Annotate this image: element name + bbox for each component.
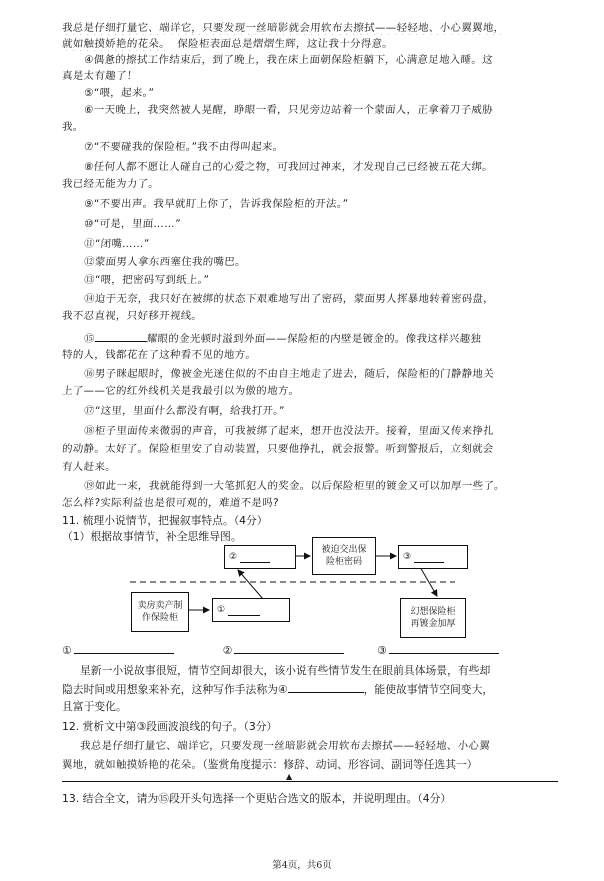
answer-blank[interactable] xyxy=(228,605,260,616)
story-line: 有人赶来。 xyxy=(61,461,117,473)
question-text: ，能使故事情节空间变大， xyxy=(363,683,494,696)
question-11-title: 11. 梳理小说情节，把握叙事特点。（4分） xyxy=(62,514,268,527)
box-text: 再镀金加厚 xyxy=(410,619,456,629)
box-text: 作保险柜 xyxy=(141,613,178,623)
answer-blank-3[interactable] xyxy=(389,643,499,654)
page-footer: 第4页，共6页 xyxy=(272,860,332,871)
box-text: 被迫交出保 xyxy=(321,545,367,555)
box-text: 幻想保险柜 xyxy=(410,607,456,617)
story-line: 上了——它的红外线机关是我最引以为傲的地方。 xyxy=(61,385,300,397)
paragraph-9: ⑨“不要出声。我早就盯上你了，告诉我保险柜的开法。” xyxy=(83,198,349,210)
question-11-part2 xyxy=(62,682,562,696)
story-line: 我已经无能为力了。 xyxy=(61,178,160,190)
box-fantasy-gilding xyxy=(400,598,466,638)
box-text: 险柜密码 xyxy=(325,557,362,567)
story-line: 真是太有趣了！ xyxy=(61,70,139,82)
paragraph-17: ⑰“这里，里面什么都没有啊，给我打开。” xyxy=(83,405,286,417)
paragraph-10: ⑩“可是，里面……” xyxy=(83,218,182,230)
question-11-sub: （1）根据故事情节，补全思维导图。 xyxy=(62,530,242,543)
answer-label-1: ① xyxy=(62,644,72,657)
paragraph-11: ⑪“闭嘴……” xyxy=(83,238,150,250)
answer-row xyxy=(62,643,562,657)
story-line: 怎么样?实际利益也是很可观的，难道不是吗? xyxy=(61,497,280,509)
story-line: 的动静。太好了。保险柜里安了自动装置，只要他挣扎，就会报警。听到警报后，立刻就会 xyxy=(61,443,495,455)
answer-blank[interactable] xyxy=(414,552,444,563)
paragraph-12: ⑫蒙面男人拿东西塞住我的嘴巴。 xyxy=(83,256,247,268)
story-line: 我总是仔细打量它、端详它，只要发现一丝暗影就会用软布去擦拭——轻轻地、小心翼翼地， xyxy=(61,22,505,34)
story-line: 我不忍直视，只好移开视线。 xyxy=(61,310,203,322)
question-12-quote: 我总是仔细打量它、端详它，只要发现一丝暗影就会用软布去擦拭——轻轻地、小心翼 xyxy=(79,740,491,752)
answer-line[interactable] xyxy=(62,781,558,782)
paragraph-18: ⑱柜子里面传来微弱的声音，可我被绑了起来，想开也没法开。接着，里面又传来挣扎 xyxy=(83,425,495,437)
paragraph-14: ⑭迫于无奈，我只好在被绑的状态下艰难地写出了密码，蒙面男人挥暴地转着密码盘， xyxy=(83,293,495,305)
paragraph-6: ⑥一天晚上，我突然被人晃醒，睁眼一看，只见旁边站着一个蒙面人，正拿着刀子威胁 xyxy=(83,104,494,116)
box-text: 卖房卖产制 xyxy=(137,601,183,611)
paragraph-16: ⑯男子眯起眼时，像被金光迷住似的不由自主地走了进去，随后，保险柜的门静静地关 xyxy=(83,368,495,380)
triangle-marker: ▲ xyxy=(286,772,293,781)
box-sell-property xyxy=(131,592,189,632)
appreciation-hint: （鉴赏角度提示：修辞、动词、形容词、副词等任选其一） xyxy=(202,758,478,771)
wavy-underlined-text: 就如触摸娇艳的花朵。 xyxy=(61,38,171,50)
box-answer-1[interactable] xyxy=(212,598,290,622)
paragraph-7: ⑦“不要碰我的保险柜。”我不由得叫起来。 xyxy=(83,141,284,153)
paragraph-13: ⑬“喂，把密码写到纸上。” xyxy=(83,274,210,286)
question-11-part2: 且富于变化。 xyxy=(62,700,127,713)
paragraph-4: ④偶惫的擦拭工作结束后，到了晚上，我在床上面朝保险柜躺下，心满意足地入睡。这 xyxy=(83,54,494,66)
paragraph-8: ⑧任何人都不愿让人碰自己的心爱之物，可我回过神来，才发现自己已经被五花大绑。 xyxy=(83,161,494,173)
question-13-title: 13. 结合全文，请为⑮段开头句选择一个更贴合选文的版本，并说明理由。（4分） xyxy=(62,792,452,805)
box-label: ② xyxy=(229,552,238,562)
question-12-title: 12. 赏析文中第③段画波浪线的句子。（3分） xyxy=(62,720,278,733)
paragraph-19: ⑲如此一来，我就能得到一大笔抓犯人的奖金。以后保险柜里的镀金又可以加厚一些了。 xyxy=(83,480,506,492)
box-forced-password xyxy=(312,537,376,575)
answer-blank-2[interactable] xyxy=(234,643,344,654)
box-label: ③ xyxy=(403,552,412,562)
paragraph-5: ⑤“喂，起来。” xyxy=(83,87,155,99)
story-text: 耀眼的金光顿时溢到外面——保险柜的内壁是镀金的。像我这样兴趣独 xyxy=(146,333,482,345)
question-12-quote xyxy=(62,758,562,772)
answer-label-2: ② xyxy=(222,644,233,657)
answer-label-3: ③ xyxy=(377,644,387,657)
paragraph-number: ⑮ xyxy=(83,333,96,345)
question-text: 隐去时间或用想象来补充，这种写作手法称为④ xyxy=(62,683,288,696)
story-line: 特的人，钱都花在了这种看不见的地方。 xyxy=(61,349,257,361)
answer-blank-4[interactable] xyxy=(288,682,364,693)
answer-blank-1[interactable] xyxy=(74,643,174,654)
story-text: 保险柜表面总是熠熠生辉，这让我十分得意。 xyxy=(176,38,394,50)
box-label: ① xyxy=(217,605,226,615)
question-11-part2: 星新一小说故事很短，情节空间却很大，该小说有些情节发生在眼前具体场景，有些却 xyxy=(80,664,491,677)
box-answer-2[interactable] xyxy=(224,545,296,569)
story-line: 我。 xyxy=(61,121,85,133)
box-answer-3[interactable] xyxy=(398,545,468,569)
quote-text: 翼地，就如触摸娇艳的花朵。 xyxy=(62,759,203,771)
answer-blank[interactable] xyxy=(240,552,270,563)
